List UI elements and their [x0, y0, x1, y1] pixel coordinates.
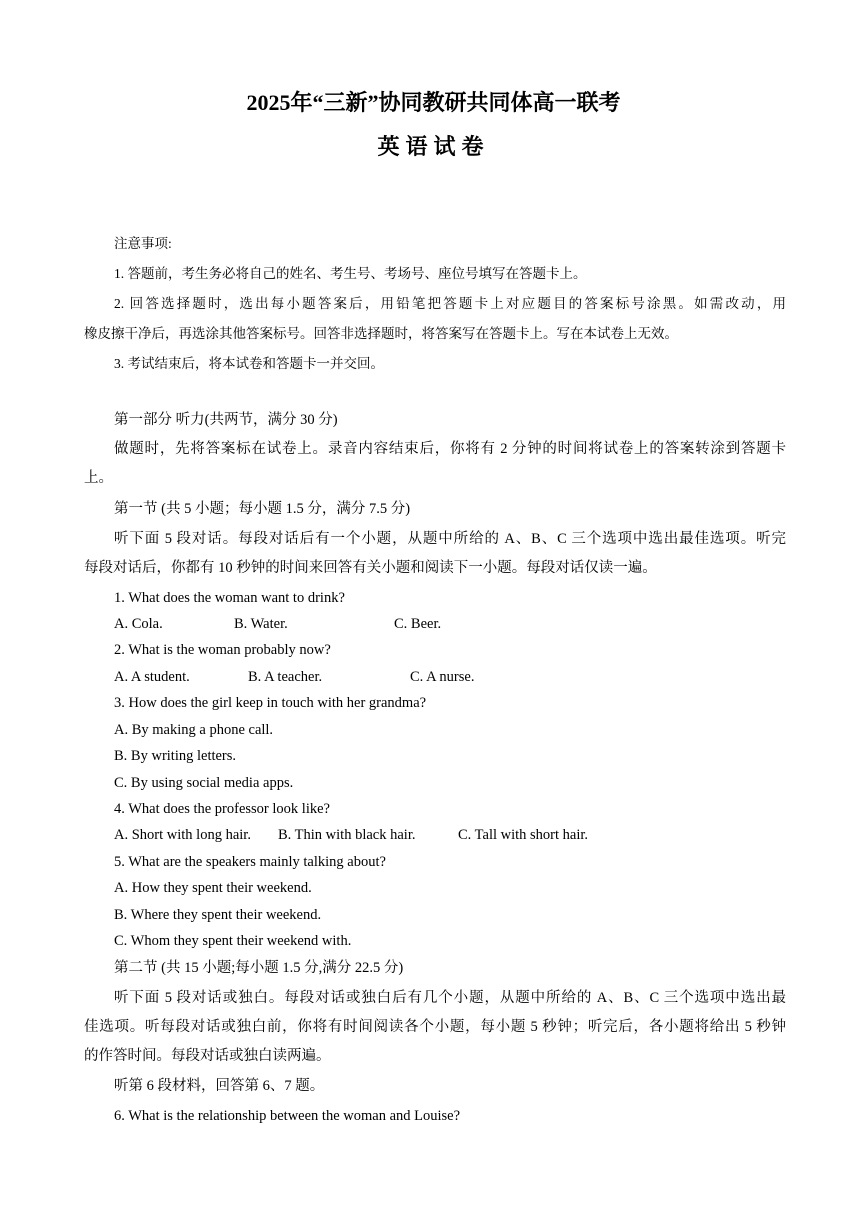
- notice-item-3: 3. 考试结束后，将本试卷和答题卡一并交回。: [114, 356, 384, 371]
- question-6-stem: 6. What is the relationship between the woman and Louise?: [114, 1108, 461, 1124]
- question-4-option-a: A. Short with long hair.: [114, 827, 251, 843]
- exam-title: 2025年“三新”协同教研共同体高一联考: [246, 90, 621, 115]
- question-5-option-b: B. Where they spent their weekend.: [114, 907, 322, 923]
- question-1-option-b: B. Water.: [234, 616, 288, 632]
- question-5-option-c: C. Whom they spent their weekend with.: [114, 933, 352, 949]
- question-2-stem: 2. What is the woman probably now?: [114, 642, 331, 658]
- question-1-stem: 1. What does the woman want to drink?: [114, 590, 345, 606]
- question-2-option-b: B. A teacher.: [248, 669, 323, 685]
- notice-item-2-line-2: 橡皮擦干净后，再选涂其他答案标号。回答非选择题时，将答案写在答题卡上。写在本试卷上无效。: [84, 326, 678, 341]
- question-3-option-a: A. By making a phone call.: [114, 722, 274, 738]
- question-4-stem: 4. What does the professor look like?: [114, 801, 330, 817]
- notice-item-1: 1. 答题前，考生务必将自己的姓名、考生号、考场号、座位号填写在答题卡上。: [114, 266, 587, 281]
- material-6-instruction: 听第 6 段材料，回答第 6、7 题。: [114, 1078, 325, 1094]
- question-2-option-a: A. A student.: [114, 669, 190, 685]
- section1-heading: 第一节 (共 5 小题；每小题 1.5 分，满分 7.5 分): [114, 501, 411, 517]
- question-5-stem: 5. What are the speakers mainly talking about?: [114, 854, 386, 870]
- question-1-option-a: A. Cola.: [114, 616, 163, 632]
- part1-intro-line-1: 做题时，先将答案标在试卷上。录音内容结束后，你将有 2 分钟的时间将试卷上的答案转涂到答题卡: [114, 441, 786, 457]
- exam-subtitle: 英语试卷: [377, 134, 490, 159]
- question-3-stem: 3. How does the girl keep in touch with her grandma?: [114, 695, 427, 711]
- question-3-option-b: B. By writing letters.: [114, 748, 237, 764]
- section1-intro-line-1: 听下面 5 段对话。每段对话后有一个小题，从题中所给的 A、B、C 三个选项中选出最佳选项。听完: [114, 531, 786, 547]
- question-1-options: [114, 614, 816, 634]
- section2-intro-line-1: 听下面 5 段对话或独白。每段对话或独白后有几个小题，从题中所给的 A、B、C 三个选项中选出最: [114, 990, 786, 1006]
- question-4-options: [114, 825, 816, 845]
- part1-heading: 第一部分 听力(共两节，满分 30 分): [114, 412, 338, 428]
- section2-heading: 第二节 (共 15 小题;每小题 1.5 分,满分 22.5 分): [114, 960, 404, 976]
- section1-intro-line-2: 每段对话后，你都有 10 秒钟的时间来回答有关小题和阅读下一小题。每段对话仅读一遍。: [84, 560, 657, 576]
- question-1-option-c: C. Beer.: [394, 616, 442, 632]
- question-4-option-b: B. Thin with black hair.: [278, 827, 416, 843]
- section2-intro-line-3: 的作答时间。每段对话或独白读两遍。: [84, 1048, 331, 1064]
- part1-intro-line-2: 上。: [84, 470, 113, 486]
- section2-intro-line-2: 佳选项。听每段对话或独白前，你将有时间阅读各个小题，每小题 5 秒钟；听完后，各小题将给出 5 秒钟: [84, 1019, 786, 1035]
- question-5-option-a: A. How they spent their weekend.: [114, 880, 312, 896]
- notice-heading: 注意事项:: [114, 236, 172, 251]
- question-2-option-c: C. A nurse.: [410, 669, 475, 685]
- notice-item-2-line-1: 2. 回答选择题时，选出每小题答案后，用铅笔把答题卡上对应题目的答案标号涂黑。如需改动，用: [114, 296, 786, 311]
- question-2-options: [114, 667, 816, 687]
- question-4-option-c: C. Tall with short hair.: [458, 827, 589, 843]
- question-3-option-c: C. By using social media apps.: [114, 775, 294, 791]
